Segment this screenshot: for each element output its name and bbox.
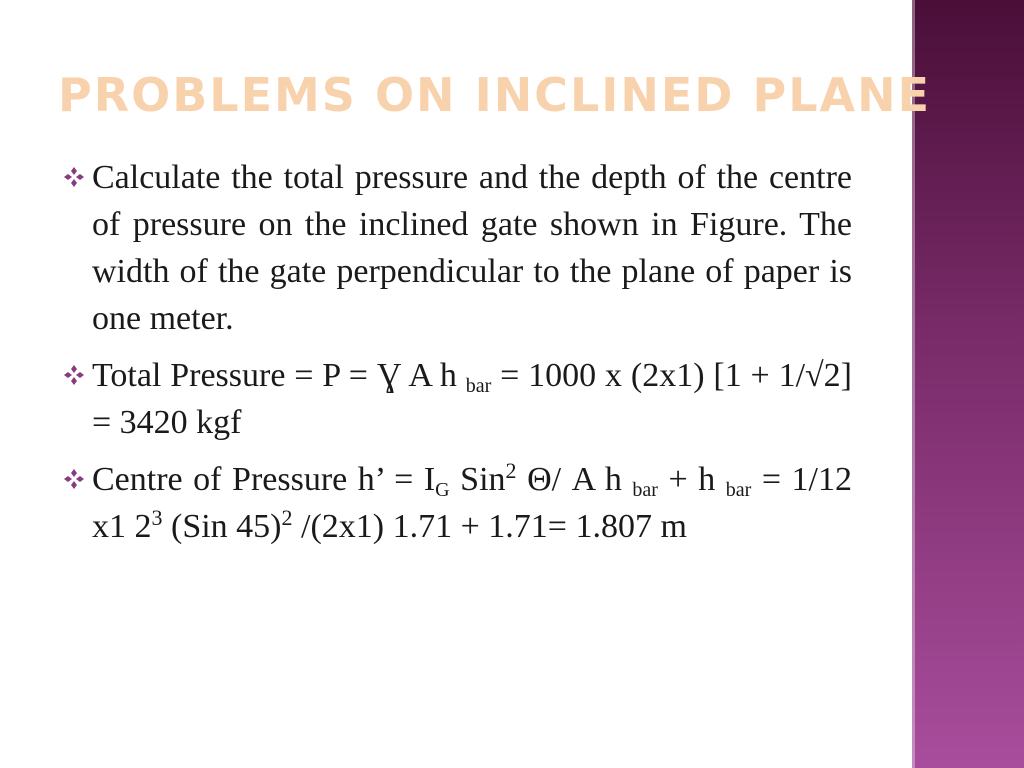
slide-title: PROBLEMS ON INCLINED PLANE	[58, 68, 932, 122]
formula-text: (Sin 45)	[162, 508, 282, 545]
superscript-3: 3	[151, 505, 163, 530]
subscript-bar: bar	[725, 479, 752, 501]
formula-text: /(2x1) 1.71 + 1.71= 1.807 m	[292, 508, 687, 545]
bullet-total-pressure	[62, 352, 852, 446]
diamond-bullet-icon	[62, 467, 86, 491]
formula-text: Θ/ A h	[516, 461, 622, 498]
bullet-centre-of-pressure	[62, 456, 852, 550]
formula-text: Total Pressure = P = Ɣ A h	[92, 357, 457, 394]
diamond-bullet-icon	[62, 363, 86, 387]
slide-content	[62, 154, 852, 560]
superscript-2: 2	[505, 458, 517, 483]
bullet-problem-statement	[62, 154, 852, 342]
subscript-bar: bar	[632, 479, 658, 501]
subscript-bar: bar	[465, 375, 492, 397]
formula-text: + h	[657, 461, 716, 498]
subscript-g: G	[435, 479, 450, 501]
formula-text: = 1000 x (2x1) [1 + 1/√2] = 3420 kgf	[92, 357, 853, 441]
superscript-2: 2	[281, 505, 293, 530]
bullet-text: Calculate the total pressure and the depth of the centre of pressure on the inclined gate shown in Figure. The width of the gate perpendicular to the plane of paper is one meter.	[92, 159, 852, 337]
formula-text: Sin	[449, 461, 506, 498]
diamond-bullet-icon	[62, 165, 86, 189]
formula-text: = 1/12 x1 2	[92, 461, 853, 545]
formula-text: Centre of Pressure h’ = I	[92, 461, 436, 498]
